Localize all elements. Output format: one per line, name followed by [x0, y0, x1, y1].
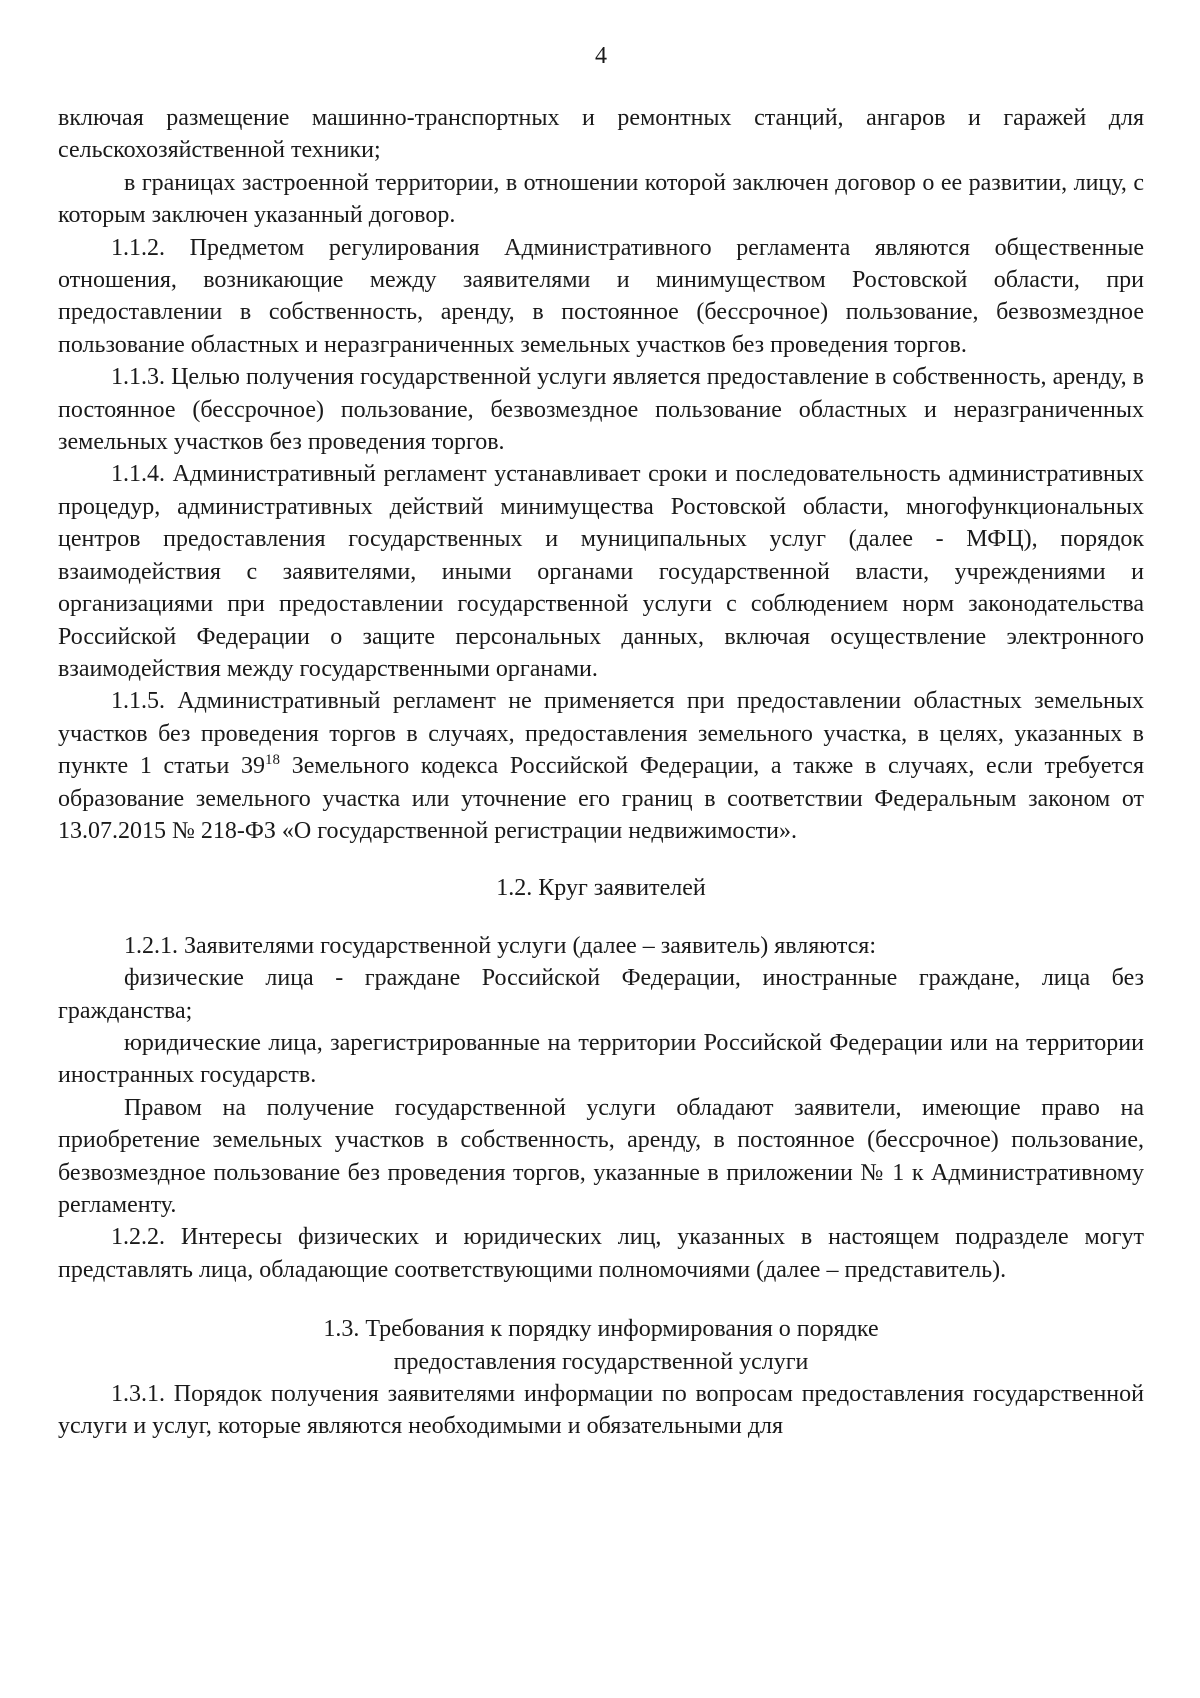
- paragraph-1-2-2: 1.2.2. Интересы физических и юридических лиц, указанных в настоящем подразделе могут представлять лица, обладающие соответствующими полномочиями (далее – представитель).: [58, 1224, 1144, 1283]
- paragraph-1-1-5: [58, 685, 1144, 847]
- paragraph-right-to-service: Правом на получение государственной услуги обладают заявители, имеющие право на приобретение земельных участков в собственность, аренду, в постоянное (бессрочное) пользование, безвозмездное пользование без проведения торгов, указанные в приложении № 1 к Административному регламенту.: [58, 1094, 1144, 1218]
- paragraph-1-1-5-part-b: Земельного кодекса Российской Федерации, а также в случаях, если требуется образование земельного участка или уточнение его границ в соответствии Федеральным законом от 13.07.2015 № 218-ФЗ «О государственной регистрации недвижимости».: [58, 753, 1144, 844]
- paragraph-built-up-territory: в границах застроенной территории, в отношении которой заключен договор о ее развитии, лицу, с которым заключен указанный договор.: [58, 169, 1144, 229]
- document-page: [58, 44, 1144, 1443]
- section-heading-1-3-line-1: 1.3. Требования к порядку информирования о порядке: [323, 1316, 879, 1343]
- paragraph-individuals: физические лица - граждане Российской Федерации, иностранные граждане, лица без гражданства;: [58, 965, 1144, 1024]
- paragraph-1-3-1: 1.3.1. Порядок получения заявителями информации по вопросам предоставления государственной услуги и услуг, которые являются необходимыми и обязательными для: [58, 1381, 1144, 1440]
- section-heading-1-2: 1.2. Круг заявителей: [496, 875, 706, 902]
- page-number: 4: [595, 43, 607, 69]
- paragraph-1-1-5-part-a: 1.1.5. Административный регламент не применяется при предоставлении областных земельных участков без проведения торгов в случаях, предоставления земельного участка, в целях, указанных в пункте 1 статьи 39: [58, 688, 1144, 780]
- paragraph-continuation: включая размещение машинно-транспортных и ремонтных станций, ангаров и гаражей для сельскохозяйственной техники;: [58, 105, 1144, 164]
- paragraph-1-2-1: 1.2.1. Заявителями государственной услуги (далее – заявитель) являются:: [124, 932, 877, 959]
- paragraph-legal-entities: юридические лица, зарегистрированные на территории Российской Федерации или на территории иностранных государств.: [58, 1029, 1144, 1089]
- section-heading-1-3-line-2: предоставления государственной услуги: [393, 1348, 809, 1375]
- paragraph-1-1-2: 1.1.2. Предметом регулирования Административного регламента являются общественные отношения, возникающие между заявителями и минимуществом Ростовской области, при предоставлении в собственность, аренду, в постоянное (бессрочное) пользование, безвозмездное пользование областных и неразграниченных земельных участков без проведения торгов.: [58, 234, 1144, 358]
- article-superscript: 18: [265, 752, 280, 769]
- paragraph-1-1-4: 1.1.4. Административный регламент устанавливает сроки и последовательность административных процедур, административных действий минимущества Ростовской области, многофункциональных центров предоставления государственных и муниципальных услуг (далее - МФЦ), порядок взаимодействия с заявителями, иными органами государственной власти, учреждениями и организациями при предоставлении государственной услуги с соблюдением норм законодательства Российской Федерации о защите персональных данных, включая осуществление электронного взаимодействия между государственными органами.: [58, 461, 1144, 682]
- paragraph-1-1-3: 1.1.3. Целью получения государственной услуги является предоставление в собственность, аренду, в постоянное (бессрочное) пользование, безвозмездное пользование областных и неразграниченных земельных участков без проведения торгов.: [58, 364, 1144, 456]
